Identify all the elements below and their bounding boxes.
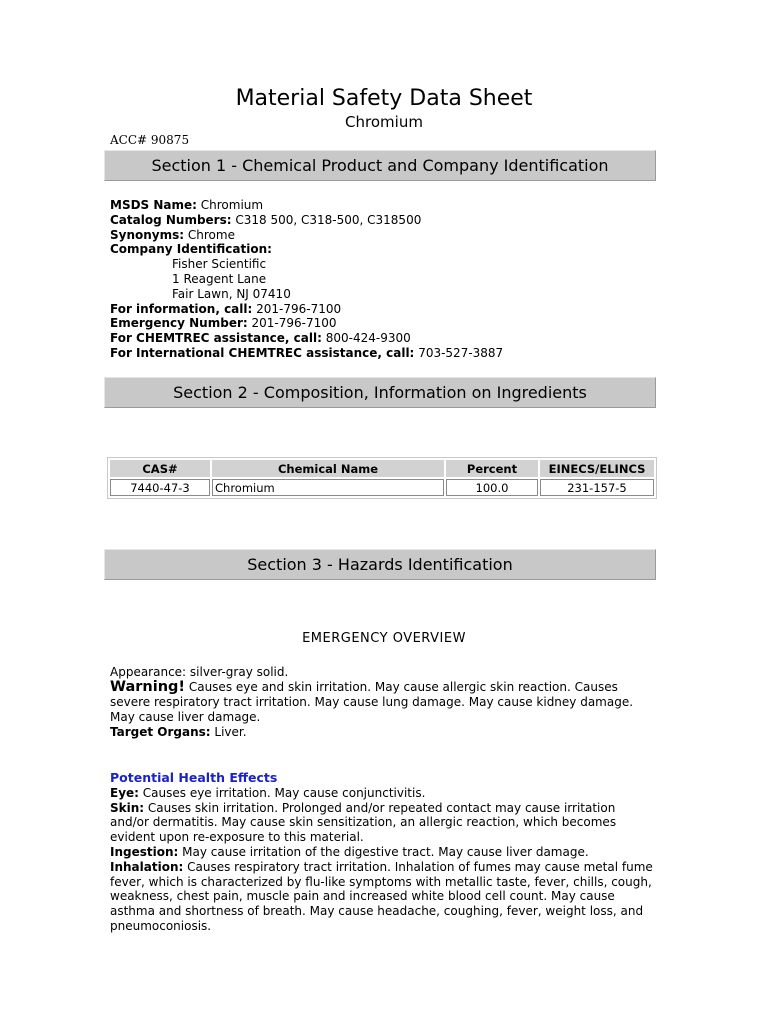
appearance-text: Appearance: silver-gray solid. (110, 665, 289, 679)
column-header-percent: Percent (446, 460, 538, 477)
section-3-heading: Section 3 - Hazards Identification (104, 549, 656, 580)
ingestion-effects (110, 845, 658, 860)
percent-cell: 100.0 (446, 479, 538, 496)
column-header-cas: CAS# (110, 460, 210, 477)
ingestion-label: Ingestion: (110, 844, 179, 859)
target-organs-line (110, 725, 658, 740)
composition-table (107, 457, 657, 499)
info-phone: 201-796-7100 (256, 301, 342, 316)
eye-text: Causes eye irritation. May cause conjunctivitis. (138, 785, 426, 800)
catalog-label: Catalog Numbers: (110, 212, 232, 227)
eye-label: Eye: (110, 785, 139, 800)
catalog-value: C318 500, C318-500, C318500 (235, 212, 422, 227)
target-organs-value: Liver. (210, 725, 247, 739)
chemtrec-line (110, 331, 503, 346)
inhalation-text: Causes respiratory tract irritation. Inhalation of fumes may cause metal fume fever, which is characterized by flu-like symptoms with metallic taste, fever, chills, cough, weakness, chest pain, muscle pain and increased white blood cell count. May cause asthma and shortness of breath. May cause headache, coughing, fever, weight loss, and pneumoconiosis. (110, 859, 653, 933)
emergency-phone: 201-796-7100 (251, 316, 337, 331)
chemical-name-cell: Chromium (212, 479, 444, 496)
section-2-heading: Section 2 - Composition, Information on Ingredients (104, 377, 656, 408)
column-header-einecs: EINECS/ELINCS (540, 460, 654, 477)
intl-chemtrec-phone: 703-527-3887 (418, 345, 504, 360)
synonyms-value: Chrome (187, 227, 235, 242)
acc-number: ACC# 90875 (110, 133, 190, 147)
document-title: Material Safety Data Sheet (235, 86, 533, 111)
company-name: Fisher Scientific (172, 257, 267, 272)
catalog-line (110, 213, 503, 228)
intl-chemtrec-label: For International CHEMTREC assistance, call: (110, 345, 415, 360)
info-label: For information, call: (110, 301, 253, 316)
msds-name-value: Chromium (200, 198, 264, 212)
column-header-chemical-name: Chemical Name (212, 460, 444, 477)
table-row (110, 479, 654, 496)
product-identification (110, 198, 503, 361)
company-street: 1 Reagent Lane (172, 271, 267, 286)
company-city: Fair Lawn, NJ 07410 (172, 286, 291, 301)
company-label-line (110, 242, 503, 257)
msds-name-label: MSDS Name: (110, 198, 197, 212)
document-subtitle: Chromium (345, 113, 423, 131)
inhalation-label: Inhalation: (110, 859, 184, 874)
einecs-cell: 231-157-5 (540, 479, 654, 496)
synonyms-label: Synonyms: (110, 227, 185, 242)
chemtrec-phone: 800-424-9300 (325, 331, 411, 346)
skin-label: Skin: (110, 800, 145, 815)
target-organs-label: Target Organs: (110, 725, 211, 739)
msds-name-line (110, 198, 503, 213)
synonyms-line (110, 228, 503, 243)
ingestion-text: May cause irritation of the digestive tract. May cause liver damage. (178, 844, 589, 859)
warning-label: Warning! (110, 679, 186, 695)
potential-health-effects (110, 771, 658, 934)
inhalation-effects (110, 860, 658, 934)
intl-chemtrec-line (110, 346, 503, 361)
skin-effects (110, 801, 658, 845)
composition-header-row (110, 460, 654, 477)
cas-cell: 7440-47-3 (110, 479, 210, 496)
warning-text: Causes eye and skin irritation. May cause allergic skin reaction. Causes severe respiratory tract irritation. May cause lung damage. May cause kidney damage. May cause liver damage. (110, 680, 634, 724)
eye-effects (110, 786, 658, 801)
info-line (110, 302, 503, 317)
emergency-overview (110, 665, 658, 740)
company-label: Company Identification: (110, 242, 272, 257)
potential-health-effects-heading: Potential Health Effects (110, 770, 278, 785)
section-1-heading: Section 1 - Chemical Product and Company Identification (104, 150, 656, 181)
emergency-line (110, 316, 503, 331)
chemtrec-label: For CHEMTREC assistance, call: (110, 331, 322, 346)
emergency-label: Emergency Number: (110, 316, 248, 331)
skin-text: Causes skin irritation. Prolonged and/or repeated contact may cause irritation and/or dermatitis. May cause skin sensitization, an allergic reaction, which becomes evident upon re-exposure to this material. (110, 800, 617, 845)
warning-paragraph (110, 680, 658, 725)
emergency-overview-heading: EMERGENCY OVERVIEW (302, 631, 466, 646)
